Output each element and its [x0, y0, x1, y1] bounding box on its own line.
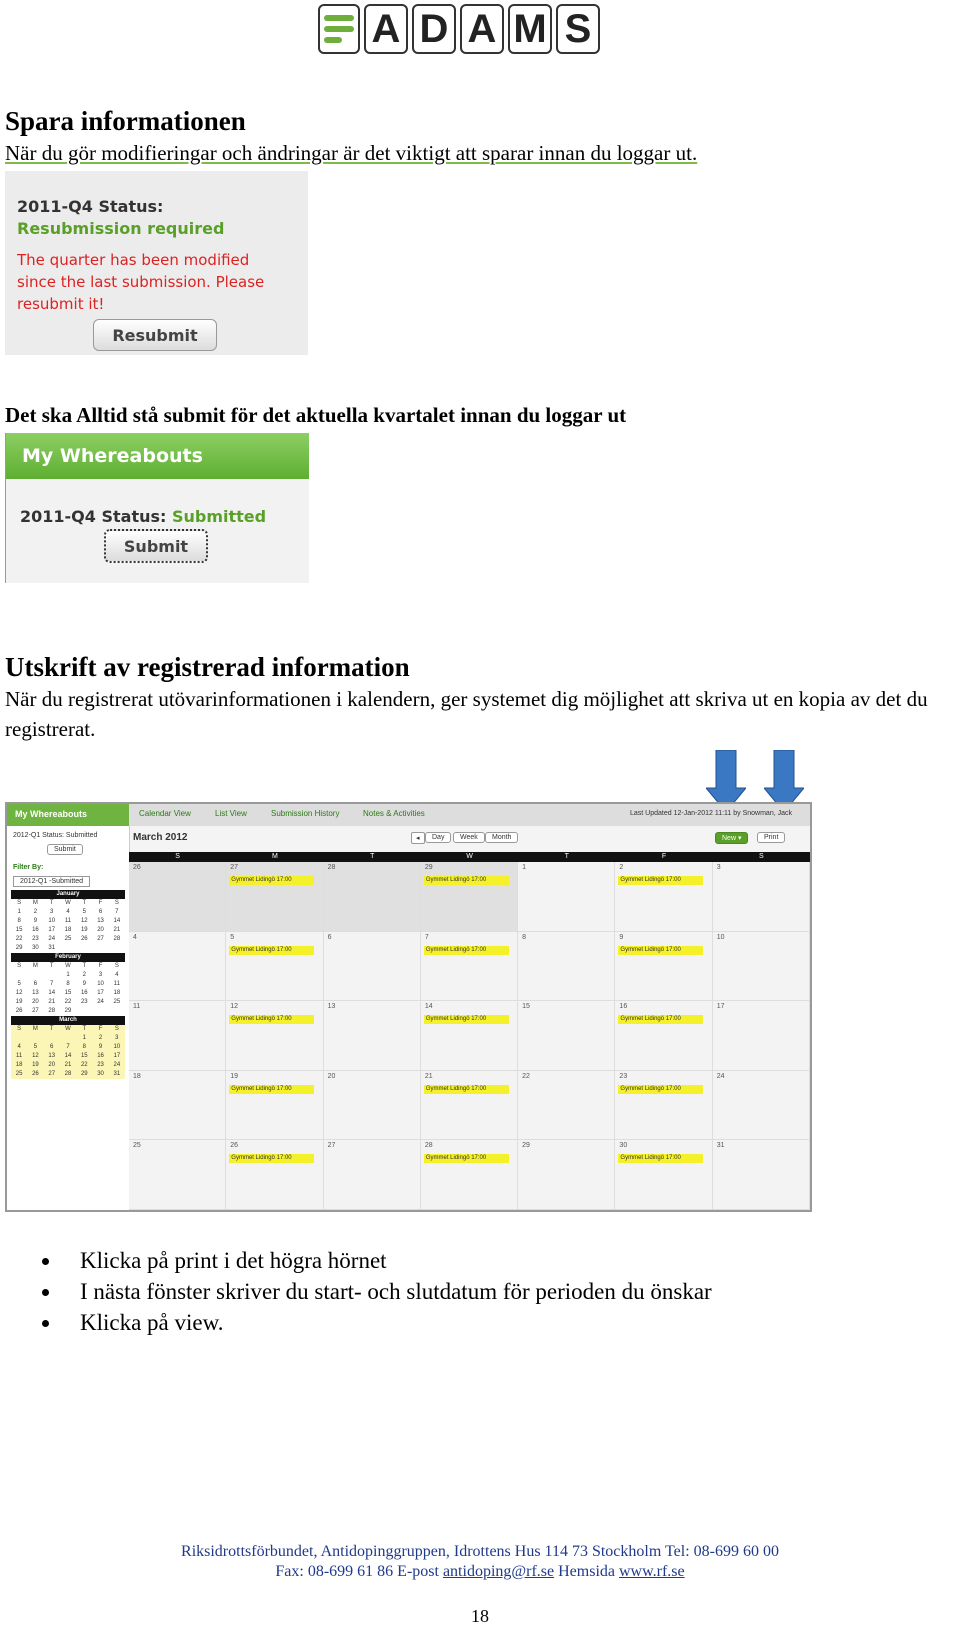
adams-logo [318, 4, 600, 54]
day-cell[interactable]: 28 Gymmet Lidingö 17:00 [421, 1140, 518, 1210]
bullet-dot-icon [42, 1320, 49, 1327]
calendar-event[interactable]: Gymmet Lidingö 17:00 [229, 876, 314, 885]
mini-month-february: February [11, 953, 125, 962]
day-cell[interactable]: 5 Gymmet Lidingö 17:00 [226, 932, 323, 1002]
resubmit-panel [5, 171, 308, 355]
sidebar-submit-button[interactable]: Submit [47, 844, 83, 855]
month-title: March 2012 [133, 832, 188, 843]
day-cell[interactable]: 24 [713, 1071, 810, 1141]
day-cell[interactable]: 22 [518, 1071, 615, 1141]
filter-select[interactable]: 2012-Q1 -Submitted [13, 876, 90, 887]
prev-arrow-icon[interactable]: ◂ [411, 832, 425, 844]
calendar-tabbar [129, 804, 810, 826]
section-heading-print: Utskrift av registrerad information [5, 652, 410, 682]
day-cell[interactable]: 11 [129, 1001, 226, 1071]
website-link[interactable]: www.rf.se [618, 1563, 685, 1580]
calendar-event[interactable]: Gymmet Lidingö 17:00 [618, 1015, 703, 1024]
resubmit-message: The quarter has been modified since the last submission. Please resubmit it! [17, 251, 265, 313]
calendar-screenshot [5, 802, 812, 1212]
whereabouts-panel [5, 433, 309, 583]
tab-calendar-view[interactable]: Calendar View [139, 809, 191, 818]
section-heading-submit: Det ska Alltid stå submit för det aktuella kvartalet innan du loggar ut [5, 403, 627, 427]
day-cell[interactable]: 28 [324, 862, 421, 932]
mini-month-march: March [11, 1016, 125, 1025]
day-cell[interactable]: 18 [129, 1071, 226, 1141]
bullet-dot-icon [42, 1289, 49, 1296]
page-number: 18 [471, 1606, 489, 1626]
logo-letter: A [460, 4, 504, 54]
footer-address: Riksidrottsförbundet, Antidopinggruppen, Idrottens Hus 114 73 Stockholm Tel: 08-699 60 00 [181, 1543, 779, 1560]
day-cell[interactable]: 14 Gymmet Lidingö 17:00 [421, 1001, 518, 1071]
whereabouts-header: My Whereabouts [6, 433, 309, 479]
day-cell[interactable]: 17 [713, 1001, 810, 1071]
day-cell[interactable]: 2 Gymmet Lidingö 17:00 [615, 862, 712, 932]
day-cell[interactable]: 30 Gymmet Lidingö 17:00 [615, 1140, 712, 1210]
quarter-status-label: 2011-Q4 Status: [17, 197, 164, 216]
calendar-event[interactable]: Gymmet Lidingö 17:00 [229, 1085, 314, 1094]
day-cell[interactable]: 21 Gymmet Lidingö 17:00 [421, 1071, 518, 1141]
filter-label: Filter By: [13, 864, 44, 871]
last-updated: Last Updated 12-Jan-2012 11:11 by Snowman, Jack [629, 810, 792, 817]
calendar-event[interactable]: Gymmet Lidingö 17:00 [424, 1015, 509, 1024]
mini-calendar-february: S M T W T F S 1 2 3 4 5 6 7 8 9 10 11 12 13 14 15 16 17 18 19 20 21 22 23 24 25 26 27 28 29 [15, 963, 121, 1014]
calendar-event[interactable]: Gymmet Lidingö 17:00 [424, 946, 509, 955]
calendar-event[interactable]: Gymmet Lidingö 17:00 [229, 1154, 314, 1163]
logo-letter: M [508, 4, 552, 54]
quarter-status: 2011-Q4 Status: Submitted [20, 507, 267, 526]
day-cell[interactable]: 7 Gymmet Lidingö 17:00 [421, 932, 518, 1002]
day-cell[interactable]: 16 Gymmet Lidingö 17:00 [615, 1001, 712, 1071]
logo-mark-icon [318, 4, 360, 54]
day-cell[interactable]: 9 Gymmet Lidingö 17:00 [615, 932, 712, 1002]
calendar-event[interactable]: Gymmet Lidingö 17:00 [618, 876, 703, 885]
day-cell[interactable]: 29 [518, 1140, 615, 1210]
email-link[interactable]: antidoping@rf.se [442, 1563, 555, 1580]
day-cell[interactable]: 13 [324, 1001, 421, 1071]
quarter-status-value: Resubmission required [17, 219, 225, 238]
day-cell[interactable]: 4 [129, 932, 226, 1002]
day-cell[interactable]: 6 [324, 932, 421, 1002]
mini-month-january: January [11, 890, 125, 899]
tab-list-view[interactable]: List View [215, 809, 247, 818]
calendar-event[interactable]: Gymmet Lidingö 17:00 [618, 1085, 703, 1094]
calendar-event[interactable]: Gymmet Lidingö 17:00 [229, 946, 314, 955]
day-cell[interactable]: 15 [518, 1001, 615, 1071]
calendar-event[interactable]: Gymmet Lidingö 17:00 [618, 946, 703, 955]
day-cell[interactable]: 12 Gymmet Lidingö 17:00 [226, 1001, 323, 1071]
week-view-button[interactable]: Week [453, 832, 485, 843]
logo-letter: S [556, 4, 600, 54]
sidebar-status: 2012-Q1 Status: Submitted [13, 832, 98, 839]
mini-calendar-january: S M T W T F S 1 2 3 4 5 6 7 8 9 10 11 12 13 14 15 16 17 18 19 20 21 22 23 24 25 26 27 28 29 30 31 [15, 900, 121, 951]
day-cell[interactable]: 25 [129, 1140, 226, 1210]
day-cell[interactable]: 20 [324, 1071, 421, 1141]
day-cell[interactable]: 27 Gymmet Lidingö 17:00 [226, 862, 323, 932]
calendar-sidebar [7, 804, 130, 1210]
calendar-event[interactable]: Gymmet Lidingö 17:00 [618, 1154, 703, 1163]
sidebar-title: My Whereabouts [7, 804, 129, 826]
calendar-event[interactable]: Gymmet Lidingö 17:00 [424, 1085, 509, 1094]
calendar-event[interactable]: Gymmet Lidingö 17:00 [424, 1154, 509, 1163]
day-cell[interactable]: 19 Gymmet Lidingö 17:00 [226, 1071, 323, 1141]
calendar-event[interactable]: Gymmet Lidingö 17:00 [424, 876, 509, 885]
bullet-dot-icon [42, 1258, 49, 1265]
print-button[interactable]: Print [757, 832, 785, 843]
day-cell[interactable]: 27 [324, 1140, 421, 1210]
section-text-print: När du registrerat utövarinformationen i kalendern, ger systemet dig möjlighet att skriva ut en kopia av det du registrerat. [5, 687, 928, 741]
day-cell[interactable]: 8 [518, 932, 615, 1002]
day-cell[interactable]: 1 [518, 862, 615, 932]
calendar-event[interactable]: Gymmet Lidingö 17:00 [229, 1015, 314, 1024]
resubmit-button[interactable]: Resubmit [93, 319, 217, 351]
day-cell[interactable]: 26 Gymmet Lidingö 17:00 [226, 1140, 323, 1210]
submit-button[interactable]: Submit [104, 529, 208, 563]
day-cell[interactable]: 26 [129, 862, 226, 932]
footer-contact: Fax: 08-699 61 86 E-post antidoping@rf.se Hemsida www.rf.se [275, 1563, 685, 1580]
mini-calendar-march: S M T W T F S 1 2 3 4 5 6 7 8 9 10 11 12 13 14 15 16 17 18 19 20 21 22 23 24 25 26 27 28 29 30 31 [11, 1025, 125, 1079]
month-view-button[interactable]: Month [485, 832, 518, 843]
tab-notes-activities[interactable]: Notes & Activities [363, 809, 425, 818]
tab-submission-history[interactable]: Submission History [271, 809, 340, 818]
day-cell[interactable]: 23 Gymmet Lidingö 17:00 [615, 1071, 712, 1141]
weekday-header: S M T W T F S [129, 852, 810, 862]
day-view-button[interactable]: Day [425, 832, 451, 843]
day-cell[interactable]: 10 [713, 932, 810, 1002]
day-cell[interactable]: 29 Gymmet Lidingö 17:00 [421, 862, 518, 932]
day-cell[interactable]: 31 [713, 1140, 810, 1210]
section-heading-save: Spara informationen [5, 106, 246, 136]
logo-letter: D [412, 4, 456, 54]
day-cell[interactable]: 3 [713, 862, 810, 932]
month-grid [129, 862, 810, 1210]
new-button[interactable]: New ▾ [715, 832, 748, 844]
logo-letter: A [364, 4, 408, 54]
section-text-save: När du gör modifieringar och ändringar är det viktigt att sparar innan du loggar ut. [5, 141, 698, 165]
